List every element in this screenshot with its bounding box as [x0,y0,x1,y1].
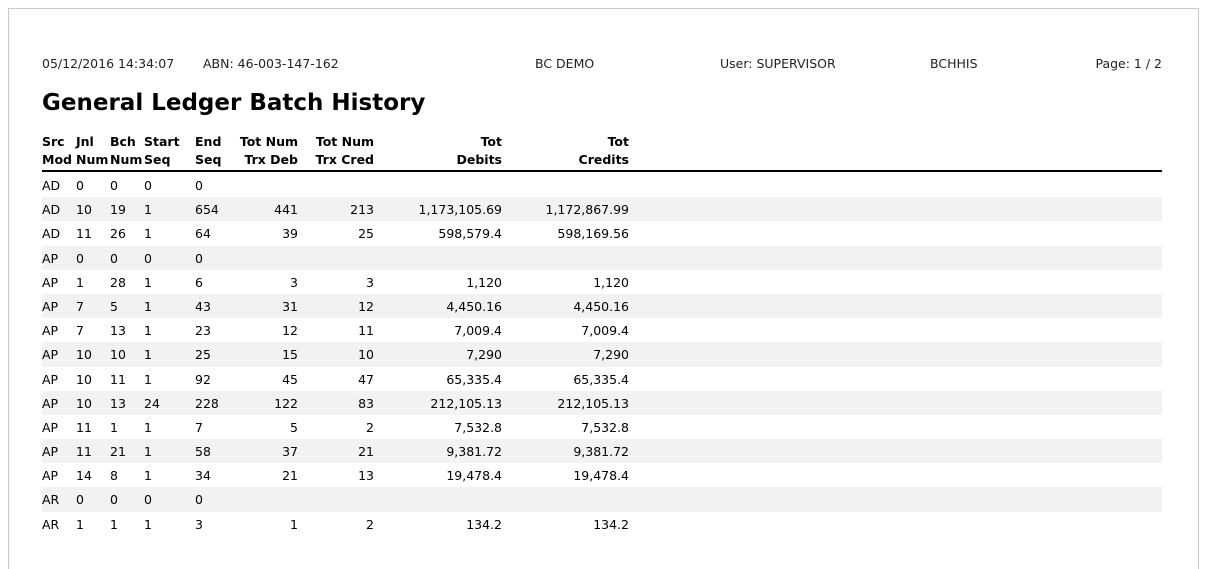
cell-src-mod: AP [42,274,59,290]
table-row [42,342,1162,366]
column-header-src-mod: Src Mod [42,134,72,167]
table-row [42,439,1162,463]
cell-src-mod: AP [42,395,59,411]
cell-trx-cred: 3 [366,274,374,290]
cell-jnl-num: 0 [76,492,84,508]
cell-jnl-num: 0 [76,250,84,266]
cell-jnl-num: 10 [76,202,92,218]
report-title: General Ledger Batch History [42,90,426,116]
cell-tot-credits: 134.2 [593,516,629,532]
cell-start-seq: 1 [144,347,152,363]
cell-end-seq: 228 [195,395,219,411]
cell-tot-debits: 19,478.4 [446,468,502,484]
cell-trx-deb: 45 [282,371,298,387]
cell-trx-cred: 21 [358,444,374,460]
cell-src-mod: AR [42,516,60,532]
table-row [42,270,1162,294]
user-label: User: SUPERVISOR [720,56,836,71]
cell-trx-deb: 21 [282,468,298,484]
cell-end-seq: 654 [195,202,219,218]
cell-start-seq: 1 [144,444,152,460]
cell-bch-num: 26 [110,226,126,242]
cell-tot-debits: 598,579.4 [438,226,502,242]
cell-end-seq: 43 [195,298,211,314]
cell-start-seq: 0 [144,250,152,266]
cell-start-seq: 1 [144,226,152,242]
cell-tot-debits: 7,532.8 [454,419,502,435]
cell-end-seq: 7 [195,419,203,435]
table-row [42,221,1162,245]
cell-trx-deb: 12 [282,323,298,339]
table-row [42,415,1162,439]
cell-tot-credits: 7,290 [593,347,629,363]
cell-start-seq: 1 [144,516,152,532]
cell-src-mod: AD [42,226,61,242]
cell-start-seq: 1 [144,298,152,314]
cell-tot-credits: 1,172,867.99 [545,202,629,218]
cell-end-seq: 25 [195,347,211,363]
cell-tot-debits: 4,450.16 [446,298,502,314]
cell-trx-cred: 213 [350,202,374,218]
cell-trx-deb: 122 [274,395,298,411]
table-row [42,173,1162,197]
cell-tot-credits: 4,450.16 [573,298,629,314]
cell-jnl-num: 11 [76,419,92,435]
table-row [42,318,1162,342]
cell-tot-credits: 9,381.72 [573,444,629,460]
table-row [42,463,1162,487]
table-row [42,367,1162,391]
cell-trx-cred: 12 [358,298,374,314]
report-datetime: 05/12/2016 14:34:07 [42,56,175,71]
cell-trx-cred: 25 [358,226,374,242]
cell-bch-num: 1 [110,516,118,532]
cell-tot-credits: 19,478.4 [573,468,629,484]
cell-bch-num: 13 [110,323,126,339]
cell-src-mod: AD [42,202,61,218]
cell-start-seq: 1 [144,371,152,387]
cell-tot-credits: 598,169.56 [557,226,629,242]
column-header-tot-debits: Tot Debits [456,134,502,167]
cell-end-seq: 58 [195,444,211,460]
cell-start-seq: 1 [144,468,152,484]
cell-bch-num: 28 [110,274,126,290]
cell-trx-cred: 10 [358,347,374,363]
column-header-start-seq: Start Seq [144,134,180,167]
table-row [42,487,1162,511]
cell-jnl-num: 11 [76,444,92,460]
report-code: BCHHIS [930,56,978,71]
cell-jnl-num: 11 [76,226,92,242]
table-row [42,391,1162,415]
cell-trx-deb: 31 [282,298,298,314]
cell-trx-cred: 11 [358,323,374,339]
cell-jnl-num: 7 [76,298,84,314]
cell-bch-num: 21 [110,444,126,460]
cell-src-mod: AR [42,492,60,508]
cell-trx-deb: 15 [282,347,298,363]
cell-tot-credits: 7,009.4 [581,323,629,339]
column-header-bch-num: Bch Num [110,134,143,167]
cell-end-seq: 0 [195,178,203,193]
cell-src-mod: AP [42,419,59,435]
cell-trx-deb: 1 [290,516,298,532]
company-name: BC DEMO [535,56,595,71]
table-row [42,197,1162,221]
cell-src-mod: AD [42,178,61,193]
header-divider [42,170,1162,172]
cell-jnl-num: 1 [76,516,84,532]
batch-table-body [42,173,1162,536]
cell-trx-cred: 83 [358,395,374,411]
cell-jnl-num: 0 [76,178,84,193]
cell-end-seq: 23 [195,323,211,339]
cell-trx-cred: 2 [366,419,374,435]
cell-bch-num: 10 [110,347,126,363]
cell-src-mod: AP [42,347,59,363]
cell-src-mod: AP [42,323,59,339]
cell-start-seq: 1 [144,274,152,290]
cell-bch-num: 5 [110,298,118,314]
table-row [42,512,1162,536]
cell-tot-debits: 212,105.13 [430,395,502,411]
cell-start-seq: 0 [144,492,152,508]
cell-bch-num: 19 [110,202,126,218]
cell-src-mod: AP [42,444,59,460]
cell-jnl-num: 7 [76,323,84,339]
cell-start-seq: 1 [144,323,152,339]
cell-trx-deb: 3 [290,274,298,290]
cell-tot-debits: 1,120 [466,274,502,290]
abn-label: ABN: 46-003-147-162 [203,56,339,71]
cell-tot-credits: 1,120 [593,274,629,290]
cell-end-seq: 6 [195,274,203,290]
cell-src-mod: AP [42,250,59,266]
cell-end-seq: 92 [195,371,211,387]
cell-tot-credits: 7,532.8 [581,419,629,435]
cell-jnl-num: 14 [76,468,92,484]
cell-src-mod: AP [42,371,59,387]
cell-end-seq: 0 [195,492,203,508]
cell-bch-num: 0 [110,178,118,193]
cell-trx-cred: 13 [358,468,374,484]
table-row [42,246,1162,270]
column-header-trx-cred: Tot Num Trx Cred [315,134,374,167]
cell-tot-debits: 7,009.4 [454,323,502,339]
cell-trx-deb: 441 [274,202,298,218]
cell-tot-debits: 9,381.72 [446,444,502,460]
cell-start-seq: 1 [144,202,152,218]
table-row [42,294,1162,318]
cell-tot-debits: 134.2 [466,516,502,532]
cell-jnl-num: 10 [76,395,92,411]
column-header-end-seq: End Seq [195,134,222,167]
cell-bch-num: 13 [110,395,126,411]
cell-src-mod: AP [42,468,59,484]
column-header-tot-credits: Tot Credits [578,134,629,167]
report-page [8,8,1199,569]
cell-start-seq: 24 [144,395,160,411]
cell-tot-debits: 7,290 [466,347,502,363]
cell-trx-cred: 2 [366,516,374,532]
cell-end-seq: 34 [195,468,211,484]
cell-tot-credits: 65,335.4 [573,371,629,387]
cell-start-seq: 0 [144,178,152,193]
cell-jnl-num: 1 [76,274,84,290]
cell-bch-num: 8 [110,468,118,484]
cell-bch-num: 0 [110,492,118,508]
cell-tot-credits: 212,105.13 [557,395,629,411]
cell-end-seq: 3 [195,516,203,532]
column-header-trx-deb: Tot Num Trx Deb [239,134,298,167]
cell-bch-num: 0 [110,250,118,266]
cell-tot-debits: 1,173,105.69 [418,202,502,218]
cell-bch-num: 11 [110,371,126,387]
cell-trx-deb: 5 [290,419,298,435]
cell-jnl-num: 10 [76,347,92,363]
cell-end-seq: 64 [195,226,211,242]
cell-end-seq: 0 [195,250,203,266]
cell-tot-debits: 65,335.4 [446,371,502,387]
cell-trx-deb: 37 [282,444,298,460]
cell-src-mod: AP [42,298,59,314]
cell-bch-num: 1 [110,419,118,435]
column-header-jnl-num: Jnl Num [76,134,109,167]
page-indicator: Page: 1 / 2 [1095,56,1162,71]
cell-trx-deb: 39 [282,226,298,242]
cell-trx-cred: 47 [358,371,374,387]
cell-jnl-num: 10 [76,371,92,387]
cell-start-seq: 1 [144,419,152,435]
